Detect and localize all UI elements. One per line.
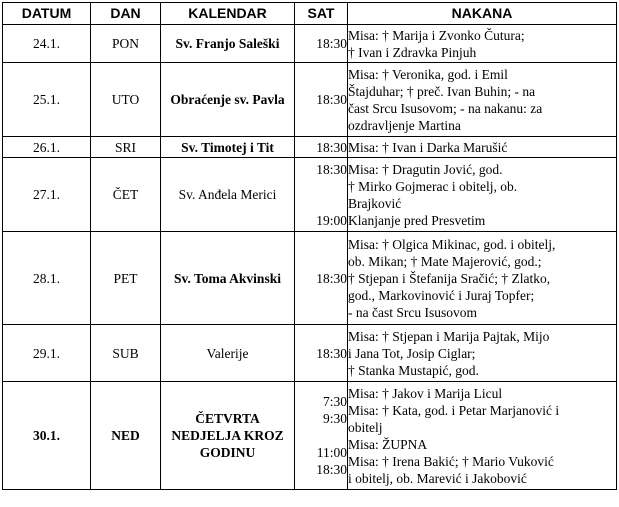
- intention-cell: [348, 137, 617, 158]
- intention-line: god., Markovinović i Juraj Topfer;: [348, 287, 535, 303]
- time-value: 18:30: [316, 139, 347, 155]
- time-cell: [295, 137, 348, 158]
- time-value: 9:30: [322, 411, 347, 426]
- table-row: [3, 325, 617, 382]
- header-kalendar: KALENDAR: [161, 3, 295, 25]
- intention-line: † Mirko Gojmerac i obitelj, ob.: [348, 178, 518, 194]
- intention-line: Misa: † Dragutin Jović, god.: [348, 161, 503, 177]
- time-cell: [295, 325, 348, 382]
- calendar-cell: Sv. Franjo Saleški: [161, 25, 295, 63]
- time-value: 18:30: [316, 462, 347, 477]
- intention-cell: [348, 25, 617, 63]
- day-cell: SRI: [91, 137, 161, 158]
- date-cell: 24.1.: [3, 25, 91, 63]
- day-cell: UTO: [91, 63, 161, 137]
- intention-line: † Stjepan i Štefanija Sračić; † Zlatko,: [348, 270, 551, 286]
- intention-line: Misa: † Irena Bakić; † Mario Vuković: [348, 453, 554, 469]
- intention-line: ozdravljenje Martina: [348, 117, 461, 133]
- day-cell: NED: [91, 382, 161, 490]
- intention-line: i Jana Tot, Josip Ciglar;: [348, 345, 476, 361]
- table-row: [3, 382, 617, 490]
- header-dan: DAN: [91, 3, 161, 25]
- intention-line: Misa: † Olgica Mikinac, god. i obitelj,: [348, 236, 556, 252]
- table-row: [3, 158, 617, 232]
- time-value: 18:30: [316, 36, 347, 51]
- calendar-cell: Obraćenje sv. Pavla: [161, 63, 295, 137]
- time-value: 19:00: [316, 212, 347, 228]
- time-value: 18:30: [316, 270, 347, 286]
- table-row: [3, 25, 617, 63]
- intention-line: Misa: † Jakov i Marija Licul: [348, 385, 503, 401]
- calendar-cell: ČETVRTA NEDJELJA KROZ GODINU: [161, 382, 295, 490]
- time-cell: [295, 382, 348, 490]
- date-cell: 26.1.: [3, 137, 91, 158]
- time-value: 18:30: [316, 161, 347, 177]
- intention-line: Štajduhar; † preč. Ivan Buhin; - na: [348, 83, 536, 99]
- time-cell: [295, 63, 348, 137]
- intention-line: čast Srcu Isusovom; - na nakanu: za: [348, 100, 543, 116]
- time-cell: [295, 25, 348, 63]
- table-row: [3, 232, 617, 325]
- day-cell: SUB: [91, 325, 161, 382]
- time-cell: [295, 232, 348, 325]
- intention-line: Misa: † Kata, god. i Petar Marjanović i: [348, 402, 560, 418]
- intention-line: - na čast Srcu Isusovom: [348, 304, 477, 320]
- calendar-cell: Valerije: [161, 325, 295, 382]
- intention-line: Klanjanje pred Presvetim: [348, 212, 486, 228]
- intention-cell: [348, 382, 617, 490]
- intention-line: Misa: † Ivan i Darka Marušić: [348, 139, 508, 155]
- time-cell: [295, 158, 348, 232]
- intention-line: obitelj: [348, 419, 383, 435]
- intention-line: i obitelj, ob. Marević i Jakobović: [348, 470, 527, 486]
- day-cell: ČET: [91, 158, 161, 232]
- calendar-cell: Sv. Timotej i Tit: [161, 137, 295, 158]
- table-row: [3, 63, 617, 137]
- intention-line: ob. Mikan; † Mate Majerović, god.;: [348, 253, 542, 269]
- date-cell: 28.1.: [3, 232, 91, 325]
- intention-cell: [348, 158, 617, 232]
- intention-line: Misa: † Veronika, god. i Emil: [348, 66, 508, 82]
- date-cell: 27.1.: [3, 158, 91, 232]
- day-cell: PON: [91, 25, 161, 63]
- intention-line: Misa: ŽUPNA: [348, 436, 428, 452]
- intention-line: † Ivan i Zdravka Pinjuh: [348, 44, 477, 60]
- date-cell: 25.1.: [3, 63, 91, 137]
- calendar-cell: Sv. Anđela Merici: [161, 158, 295, 232]
- intention-line: Misa: † Stjepan i Marija Pajtak, Mijo: [348, 328, 550, 344]
- time-value: 18:30: [316, 92, 347, 107]
- calendar-cell: Sv. Toma Akvinski: [161, 232, 295, 325]
- day-cell: PET: [91, 232, 161, 325]
- date-cell: 30.1.: [3, 382, 91, 490]
- intention-line: † Stanka Mustapić, god.: [348, 362, 479, 378]
- mass-schedule-table: [2, 2, 617, 490]
- time-value: 7:30: [322, 394, 347, 409]
- table-row: [3, 137, 617, 158]
- header-nakana: NAKANA: [348, 3, 617, 25]
- intention-cell: [348, 325, 617, 382]
- header-datum: DATUM: [3, 3, 91, 25]
- header-row: [3, 3, 617, 25]
- intention-line: Brajković: [348, 195, 402, 211]
- date-cell: 29.1.: [3, 325, 91, 382]
- intention-cell: [348, 232, 617, 325]
- intention-cell: [348, 63, 617, 137]
- header-sat: SAT: [295, 3, 348, 25]
- time-value: 11:00: [316, 445, 347, 460]
- time-value: 18:30: [316, 345, 347, 361]
- intention-line: Misa: † Marija i Zvonko Čutura;: [348, 27, 525, 43]
